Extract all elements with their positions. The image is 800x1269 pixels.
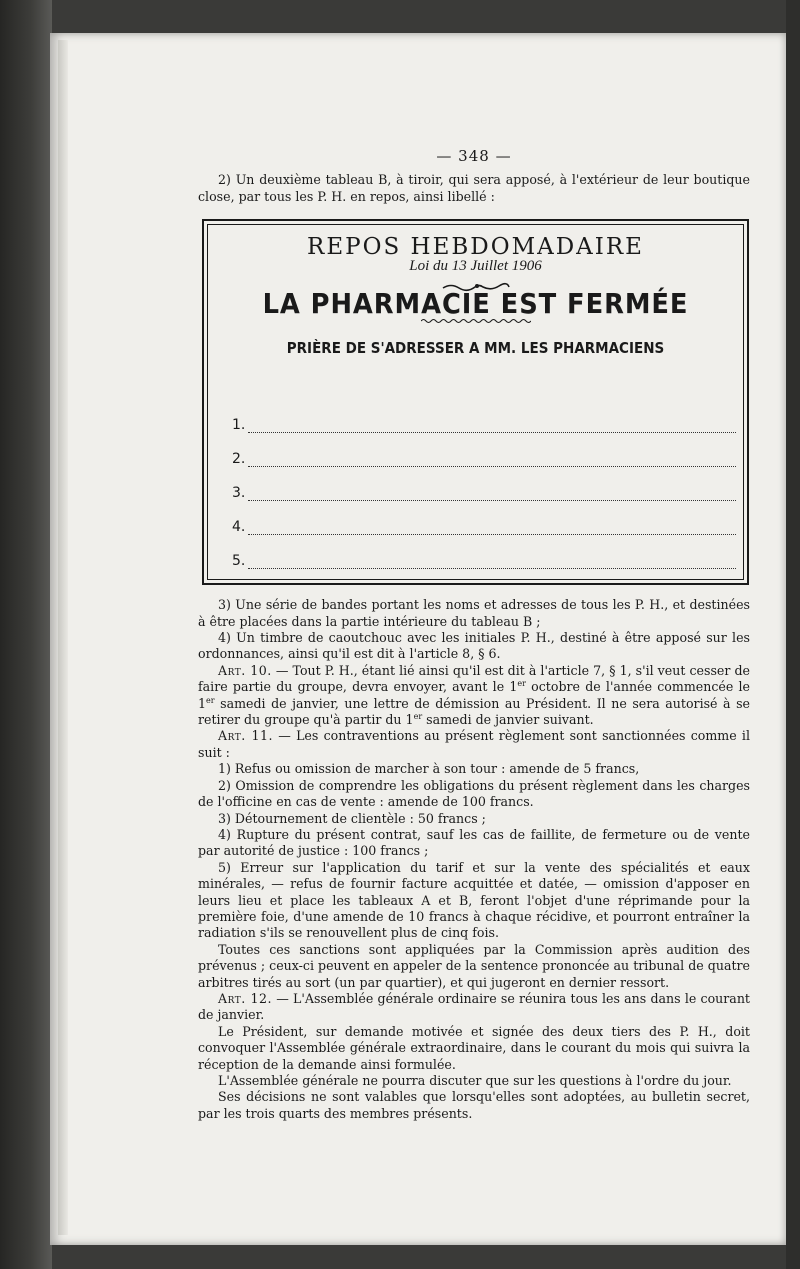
paragraph-3: 3) Une série de bandes portant les noms et adresses de tous les P. H., et destinées à être placées dans la partie intérieure du tableau B ; — [198, 597, 750, 629]
wavy-rule-icon — [421, 318, 531, 324]
assemblee-paragraph: L'Assemblée générale ne pourra discuter que sur les questions à l'ordre du jour. — [218, 1073, 732, 1088]
pharmacist-lines — [232, 399, 736, 569]
pharmacist-line: 5. — [232, 535, 736, 569]
page-number: — 348 — — [436, 147, 512, 165]
paragraph-4: 4) Un timbre de caoutchouc avec les initiales P. H., destiné à être apposé sur les ordonnances, ainsi qu'il est dit à l'article 8, § 6. — [198, 630, 750, 662]
book-spine-shadow — [0, 0, 52, 1269]
sanction-2: 2) Omission de comprendre les obligations du présent règlement dans les charges de l'officine en cas de vente : amende de 100 francs. — [198, 777, 750, 810]
pharmacist-line: 2. — [232, 433, 736, 467]
pharmacist-line: 4. — [232, 501, 736, 535]
sign-request: PRIÈRE DE S'ADRESSER A MM. LES PHARMACIENS — [286, 339, 665, 358]
sanction-5: 5) Erreur sur l'application du tarif et sur la vente des spécialités et eaux minérales, — refus de fournir facture acquittée et datée, — omission d'apposer en leurs lieu et place les tableaux A et B, feront l'objet d'une réprimande pour la première foie, d'une amende de 10 francs à chaque récidive, et pourront entraîner la radiation s'ils se renouvellent plus de cinq fois. — [198, 859, 750, 941]
page-content — [198, 140, 750, 1122]
president-paragraph: Le Président, sur demande motivée et signée des deux tiers des P. H., doit convoquer l'Assemblée générale extraordinaire, dans le courant du mois qui suivra la réception de la demande ainsi formulée. — [198, 1023, 750, 1072]
sign-title: REPOS HEBDOMADAIRE — [307, 234, 644, 261]
pharmacist-line: 3. — [232, 467, 736, 501]
body-text — [198, 597, 750, 1122]
sanction-3: 3) Détournement de clientèle : 50 francs ; — [218, 810, 486, 826]
sign-subtitle: Loi du 13 Juillet 1906 — [409, 257, 542, 274]
sign-main-heading: LA PHARMACIE EST FERMÉE — [262, 287, 689, 321]
sanction-1: 1) Refus ou omission de marcher à son tour : amende de 5 francs, — [218, 761, 640, 777]
page-gutter — [58, 40, 68, 1235]
article-10: Art. 10. — Tout P. H., étant lié ainsi qu'il est dit à l'article 7, § 1, s'il veut cesser de faire partie du groupe, devra envoyer, avant le 1er octobre de l'année commencée le 1er samedi de janvier, une lettre de démission au Président. Il ne sera autorisé à se retirer du groupe qu'à partir du 1er samedi de janvier suivant. — [198, 662, 750, 728]
closed-pharmacy-sign — [202, 219, 749, 585]
article-12: Art. 12. — L'Assemblée générale ordinaire se réunira tous les ans dans le courant de janvier. — [198, 990, 750, 1023]
ornament-icon — [441, 282, 511, 292]
right-edge — [786, 0, 800, 1269]
sanctions-paragraph: Toutes ces sanctions sont appliquées par la Commission après audition des prévenus ; ceux-ci peuvent en appeler de la sentence prononcée au tribunal de quatre arbitres tirés au sort (un par quartier), et qui jugeront en dernier ressort. — [198, 941, 750, 990]
sanction-4: 4) Rupture du présent contrat, sauf les cas de faillite, de fermeture ou de vente par autorité de justice : 100 francs ; — [198, 826, 750, 859]
article-label: Art. 12. — [218, 990, 272, 1006]
pharmacist-line: 1. — [232, 399, 736, 433]
article-11: Art. 11. — Les contraventions au présent règlement sont sanctionnées comme il suit : — [198, 728, 750, 760]
intro-paragraph: 2) Un deuxième tableau B, à tiroir, qui sera apposé, à l'extérieur de leur boutique close, par tous les P. H. en repos, ainsi libellé : — [198, 172, 750, 204]
decisions-paragraph: Ses décisions ne sont valables que lorsqu'elles sont adoptées, au bulletin secret, par les trois quarts des membres présents. — [198, 1089, 750, 1121]
article-label: Art. 11. — [218, 728, 273, 744]
article-label: Art. 10. — [218, 662, 272, 678]
